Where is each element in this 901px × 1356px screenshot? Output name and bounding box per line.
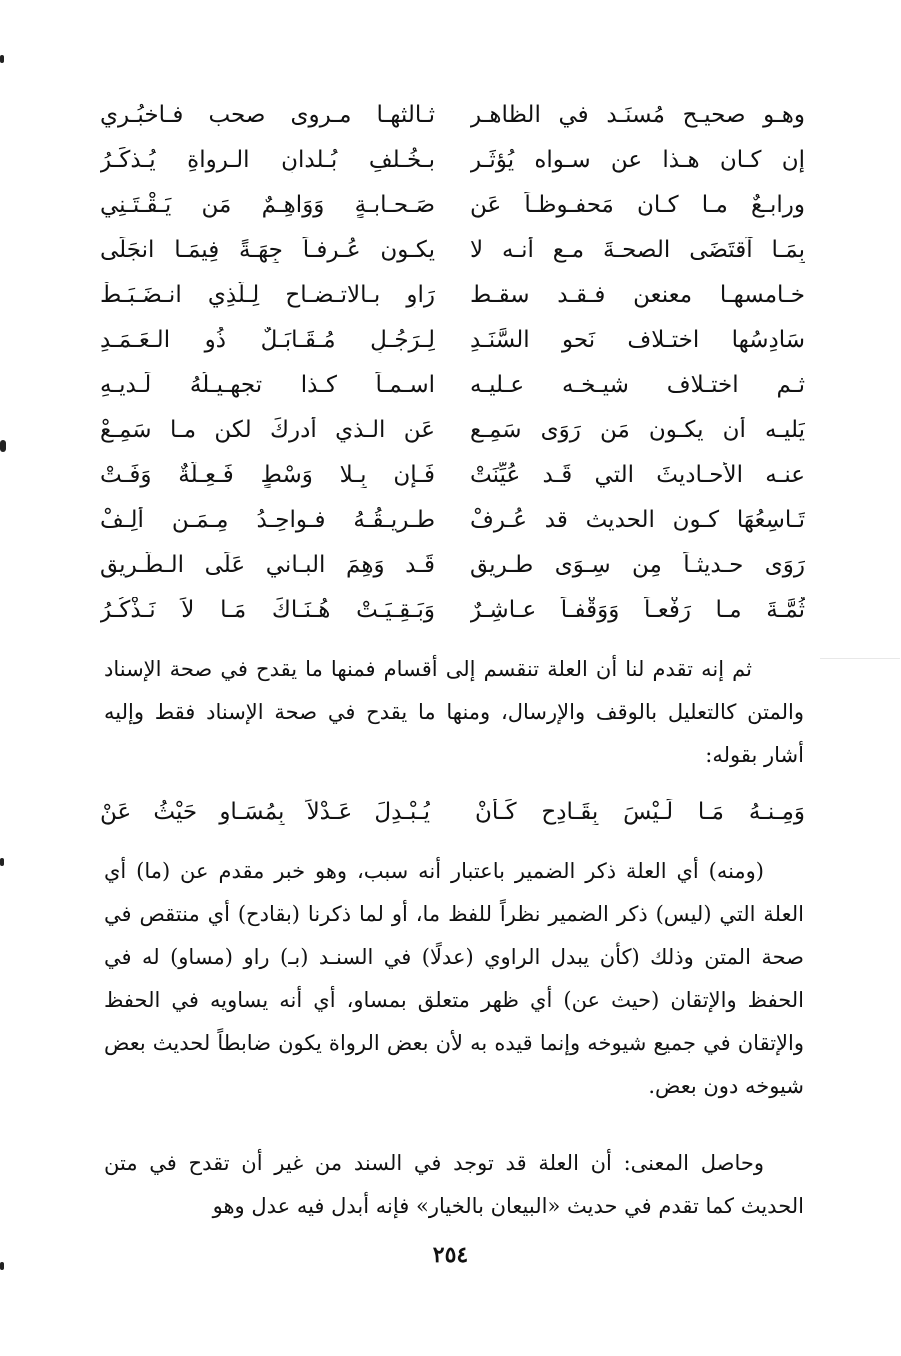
verse-first-hemistich: رَوَى حـديثـاً مِن سِـوَى طـريقٍ — [470, 551, 805, 578]
verse-second-hemistich: طـريـقُـهُ فـواحِـدُ مِـمَـن أَلِـفْ — [100, 506, 435, 533]
verse-first-hemistich: ورابـعٌ مـا كـان مَحفـوظـاً عَنِ — [470, 191, 805, 218]
verse-row — [100, 452, 805, 497]
verse-first-hemistich: تَـاسِعُهَا كـون الحديث قد عُـرِفْ — [470, 506, 805, 533]
verse-row — [100, 137, 805, 182]
verse-row — [100, 227, 805, 272]
verse-second-hemistich: يُـبْـدِلَ عَـدْلاً بِمُسَـاوٍ حَيْثُ عَنْ — [100, 799, 430, 825]
verse-first-hemistich: سَادِسُها اختـلاف نَحوِ السَّنَـدِ — [470, 326, 805, 353]
verse-second-hemistich: صَـحـابـةٍ وَوَاهِـمٌ مَن يَـقْـتَـنِي — [100, 191, 435, 218]
verse-first-hemistich: خـامسهـا معنعن فـقـد سقـط — [470, 281, 805, 308]
verse-second-hemistich: بـخُـلفِ بُـلدانِ الـرواةِ يُـذكَـرُ — [100, 146, 435, 173]
verse-row — [100, 497, 805, 542]
verse-second-hemistich: يكـون عُـرفـاً جِهَـةً فِيمَـا انجَلَى — [100, 236, 435, 263]
quoted-verse — [100, 788, 805, 836]
verse-row — [100, 587, 805, 632]
verse-first-hemistich: ثُمَّـةَ مـا رَفْعـاً وَوَقْفـاً عـاشِـرٌ — [470, 596, 805, 623]
summary-paragraph: وحاصل المعنى: أن العلة قد توجد في السند من غير أن تقدح في متن الحديث كما تقدم في حديث «البيعان بالخيار» فإنه أبدل فيه عدل وهو — [104, 1151, 804, 1218]
verse-first-hemistich: بِمَـا آقتَضَى الصحـةَ مـع أنـه لا — [470, 236, 805, 263]
verse-first-hemistich: عنـه الأحـاديثَ التي قَـد عُيِّنَتْ — [470, 461, 805, 488]
verse-row — [100, 182, 805, 227]
verse-first-hemistich: وهـو صحيـح مُسنَـد في الظاهـر — [470, 101, 805, 128]
page-number: ٢٥٤ — [432, 1242, 469, 1268]
verse-row — [100, 362, 805, 407]
verse-row — [100, 92, 805, 137]
verse-first-hemistich: ثـم اختـلاف شيـخـه عـليـه — [470, 371, 805, 398]
verse-first-hemistich: يَليـه أن يكـون مَن رَوَى سَمِـع — [470, 416, 805, 443]
verse-row — [100, 542, 805, 587]
scan-mark-lower — [0, 858, 4, 866]
verse-first-hemistich: وَمِـنـهُ مَـا لَـيْسَ بِقَـادِحٍ كَـأَنْ — [475, 799, 805, 825]
verse-row — [100, 317, 805, 362]
scan-mark-middle — [0, 440, 6, 452]
verse-second-hemistich: عَنِ الـذي أدركَ لكن مـا سَمِـعْ — [100, 416, 435, 443]
explanation-paragraph: (ومنه) أي العلة ذكر الضمير باعتبار أنه سبب، وهو خبر مقدم عن (ما) أي العلة التي (ليس) ذكر الضمير نظراً للفظ ما، أو لما ذكرنا (بقادح) أي منتقص في صحة المتن وذلك (كأن يبدل الراوي (عدلًا) في السنـد (بـ) راو (مساو) له في الحفظ والإتقان (حيث عن) أي ظهر متعلق بمساو، أي أنه يساويه في الحفظ والإتقان في جميع شيوخه وإنما قيده به لأن بعض الرواة يكون ضابطاً لحديث بعض شيوخه دون بعض. — [104, 859, 804, 1098]
verse-first-hemistich: إن كـان هـذا عن سـواه يُؤثَـر — [470, 146, 805, 173]
verse-second-hemistich: لِـرَجُـلٍ مُـقَـابَـلٌ ذُو الـعَـمَـدِ — [100, 326, 435, 353]
verse-row — [100, 272, 805, 317]
verse-second-hemistich: قَـد وَهِمَ البـاني عَلَى الـطَّـرِيقِ — [100, 551, 435, 578]
verse-row — [100, 407, 805, 452]
verse-second-hemistich: ثـالثهـا مـروى صحب فـاخبُـرِي — [100, 101, 435, 128]
verse-second-hemistich: وَبَـقِـيَـتْ هُـنَـاكَ مَـا لاَ نَـذْكُـرُ — [100, 596, 435, 623]
faint-rule — [820, 658, 900, 659]
commentary-paragraph: ثم إنه تقدم لنا أن العلة تنقسم إلى أقسام فمنها ما يقدح في صحة الإسناد والمتن كالتعليل بالوقف والإرسال، ومنها ما يقدح في صحة الإسناد فقط وإليه أشار بقوله: — [104, 657, 804, 767]
verse-second-hemistich: اسـمـاً كـذا تجهـيـلُهُ لَـديـهِ — [100, 371, 435, 398]
poem-verses — [100, 92, 805, 632]
scan-mark-top — [0, 55, 4, 63]
verse-second-hemistich: رَاوٍ بـالاتـضـاحِ لِـلَّذِي انـضَـبَـطْ — [100, 281, 435, 308]
verse-second-hemistich: فَـإن بِـلا وَسْطٍ فَـعِـلَّةٌ وَفَـتْ — [100, 461, 435, 488]
